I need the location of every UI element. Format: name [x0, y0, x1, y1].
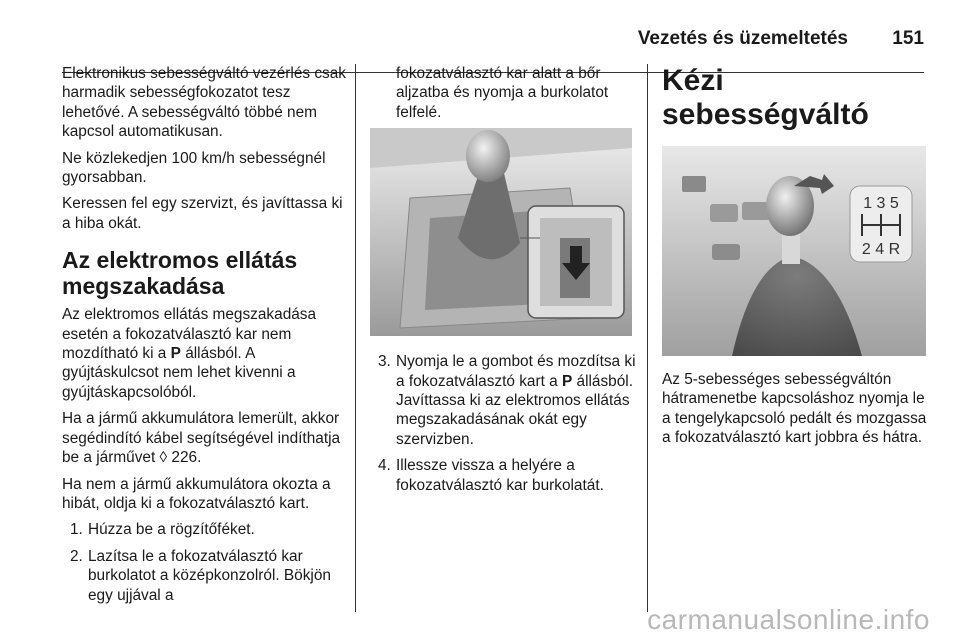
watermark: carmanualsonline.info — [647, 604, 930, 635]
column-divider-2 — [647, 64, 648, 612]
paragraph: Ha nem a jármű akkumulátora okozta a hibát, oldja ki a fokozatválasztó kart. — [62, 475, 331, 512]
list-item: 2. Lazítsa le a fokozatválasztó kar burkolatot a középkonzolról. Bökjön egy ujjával a — [70, 547, 331, 604]
running-title: Vezetés és üzemeltetés — [637, 28, 848, 49]
steps-list — [62, 520, 348, 605]
paragraph: Keressen fel egy szervizt, és javíttassa ki a hiba okát. — [62, 195, 343, 232]
manual-gearshift-figure — [662, 146, 926, 356]
paragraph: Az 5-sebességes sebességváltón hátramenetbe kapcsoláshoz nyomja le a tengelykapcsoló pedált és mozgassa a fokozatválasztó kart jobbra és hátra. — [662, 371, 927, 447]
list-item: 4. Illessze vissza a helyére a fokozatválasztó kar burkolatát. — [378, 457, 604, 494]
column-divider-1 — [355, 64, 356, 612]
step-continuation: fokozatválasztó kar alatt a bőr aljzatba és nyomja a burkolatot felfelé. — [396, 65, 609, 121]
page-number: 151 — [892, 28, 924, 49]
svg-text:1 3 5: 1 3 5 — [863, 195, 899, 212]
list-item: 3. Nyomja le a gombot és mozdítsa ki a fokozatválasztó kart a P állásból. Javíttassa ki az elektromos ellátás megszakadásának okát egy szervizben. — [378, 353, 636, 448]
column-2 — [370, 64, 636, 502]
svg-text:2 4 R: 2 4 R — [861, 241, 901, 258]
paragraph: Ha a jármű akkumulátora lemerült, akkor segédindító kábel segítségével indíthatja be a járművet ◊ 226. — [62, 410, 341, 467]
list-item: 1. Húzza be a rögzítőféket. — [70, 521, 255, 539]
steps-list — [370, 352, 636, 495]
section-heading: Kézi sebességváltó — [662, 64, 869, 131]
paragraph: Ne közlekedjen 100 km/h sebességnél gyorsabban. — [62, 149, 326, 187]
page-header — [0, 22, 960, 52]
gear-selector-cover-figure — [370, 128, 632, 336]
paragraph: Az elektromos ellátás megszakadása esetén a fokozatválasztó kar nem mozdítható ki a P állásból. A gyújtáskulcsot nem lehet kivenni a gyújtáskapcsolóból. — [62, 306, 317, 401]
shift-pattern-icon — [850, 186, 912, 262]
paragraph: Elektronikus sebességváltó vezérlés csak harmadik sebességfokozatot tesz lehetővé. A sebességváltó többé nem kapcsol automatikusan. — [62, 65, 347, 141]
section-heading: Az elektromos ellátás megszakadása — [62, 247, 298, 300]
column-1 — [62, 64, 348, 612]
column-3 — [662, 64, 928, 455]
